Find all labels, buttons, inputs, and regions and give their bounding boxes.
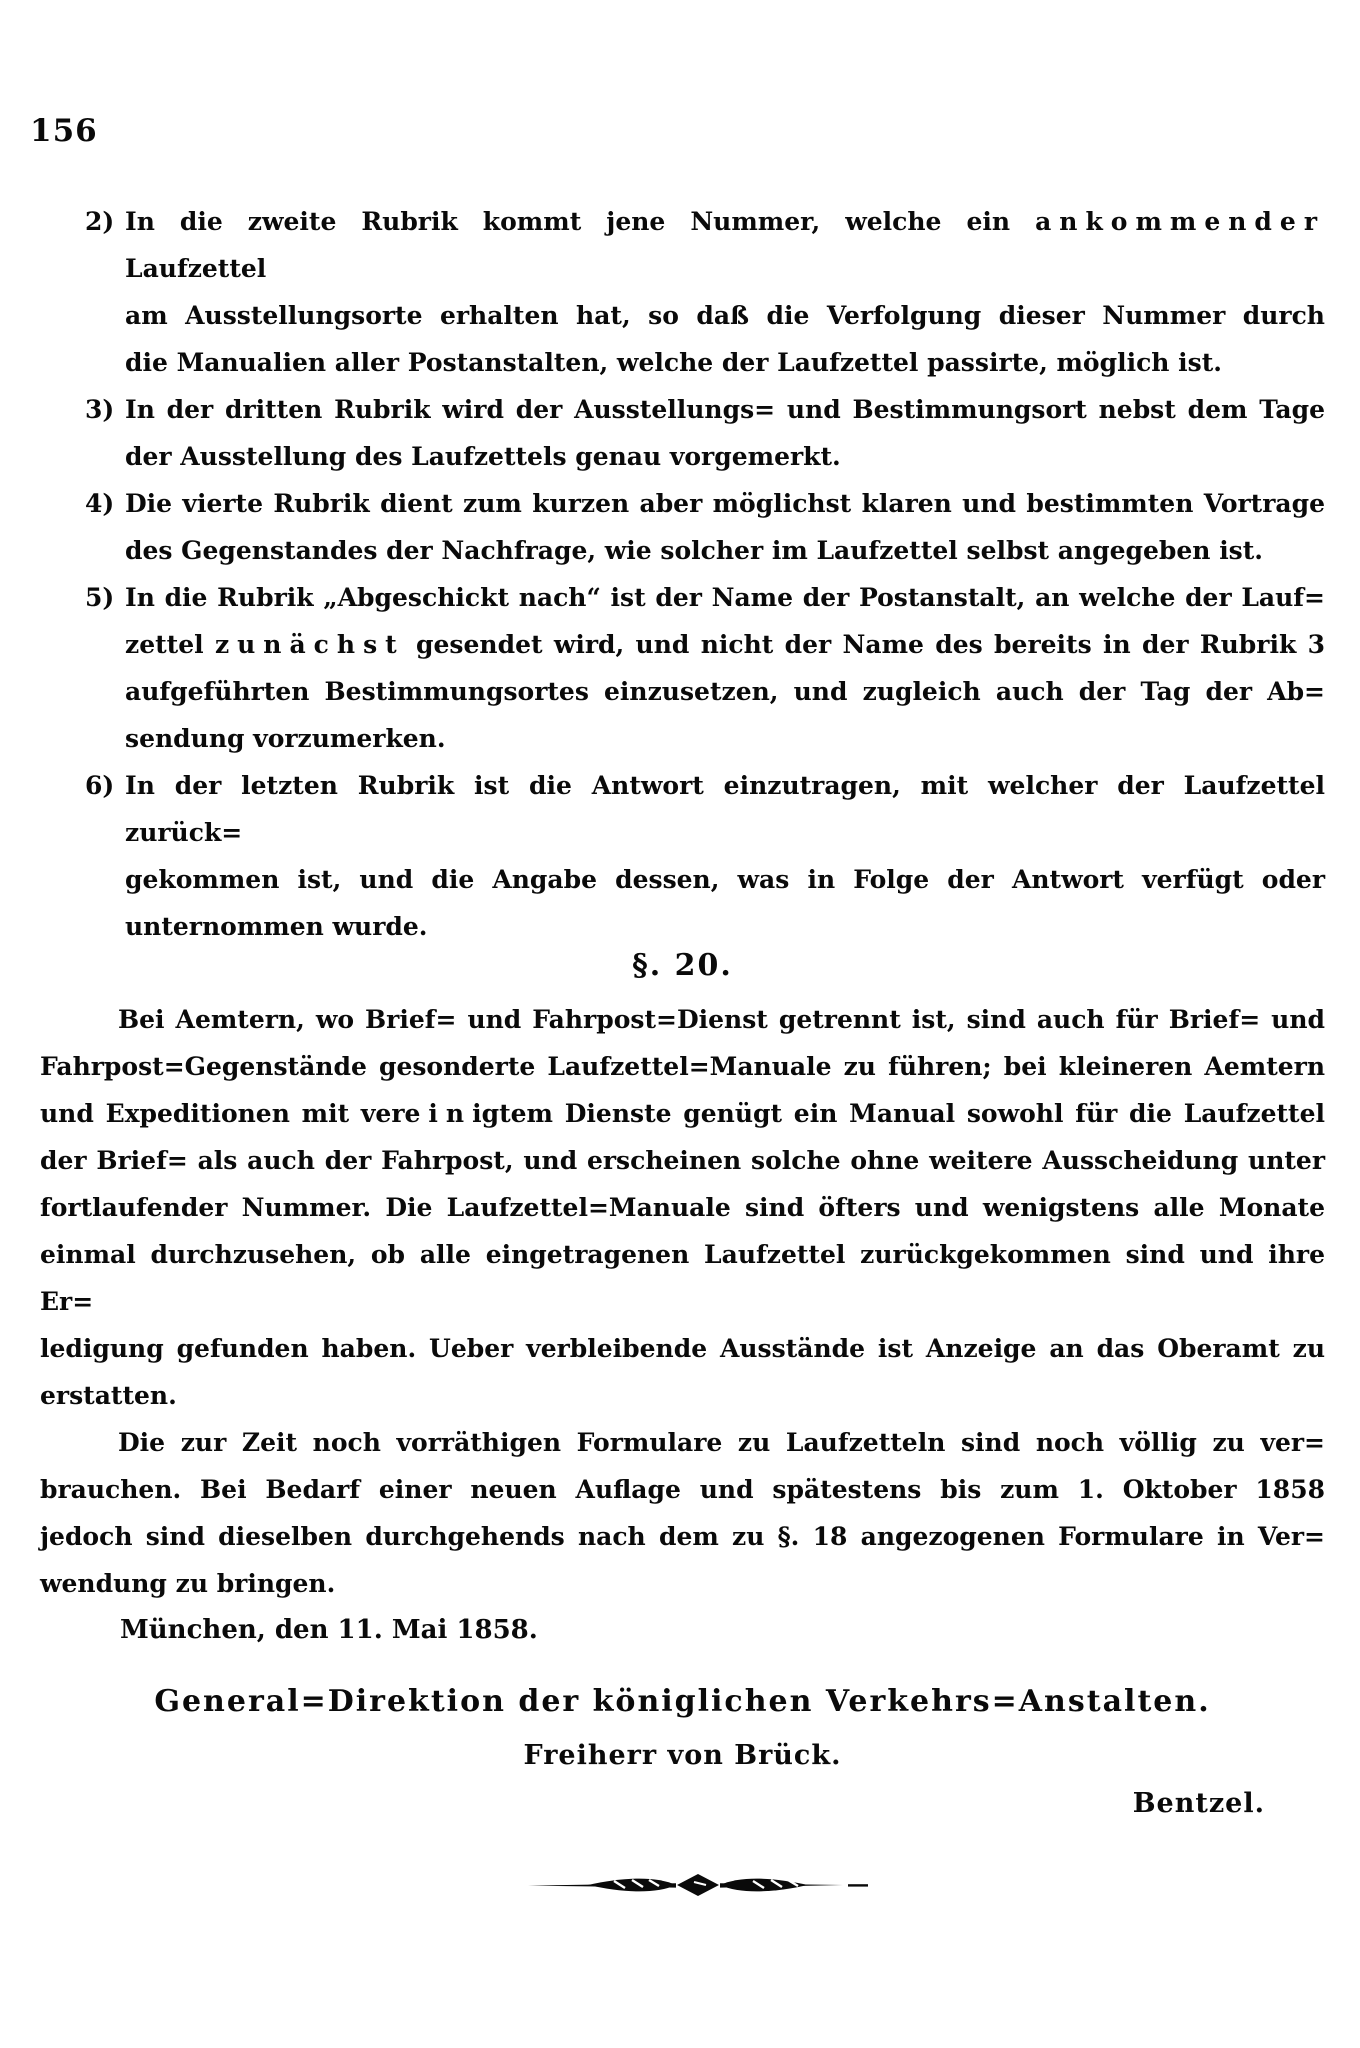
text-line: Fahrpost=Gegenstände gesonderte Laufzettel=Manuale zu führen; bei kleineren Aemtern [40, 1052, 1325, 1081]
list-item-lines [125, 480, 1325, 574]
list-item-number: 6) [85, 771, 115, 800]
list-item-lines [125, 762, 1325, 950]
text-line: einmal durchzusehen, ob alle eingetragenen Laufzettel zurückgekommen sind und ihre Er= [40, 1240, 1325, 1316]
text-line: brauchen. Bei Bedarf einer neuen Auflage und spätestens bis zum 1. Oktober 1858 [40, 1475, 1325, 1504]
text-line: Die zur Zeit noch vorräthigen Formulare zu Laufzetteln sind noch völlig zu ver= [118, 1428, 1325, 1457]
numbered-list [85, 198, 1325, 950]
text-line: Bei Aemtern, wo Brief= und Fahrpost=Dienst getrennt ist, sind auch für Brief= und [118, 1005, 1325, 1034]
list-item [85, 480, 1325, 574]
text-line: gekommen ist, und die Angabe dessen, was in Folge der Antwort verfügt oder [125, 865, 1325, 894]
emphasized-word: zunächst [214, 630, 405, 659]
list-item [85, 762, 1325, 950]
ornament-divider [528, 1872, 868, 1902]
text-line: In die zweite Rubrik kommt jene Nummer, welche ein ankommender Laufzettel [125, 207, 1325, 283]
text-line: In der letzten Rubrik ist die Antwort einzutragen, mit welcher der Laufzettel zurück= [125, 771, 1325, 847]
section-heading: §. 20. [632, 948, 733, 983]
list-item-lines [125, 574, 1325, 762]
text-line: fortlaufender Nummer. Die Laufzettel=Manuale sind öfters und wenigstens alle Monate [40, 1193, 1325, 1222]
text-line: Die vierte Rubrik dient zum kurzen aber möglichst klaren und bestimmten Vortrage [125, 489, 1325, 518]
list-item [85, 574, 1325, 762]
text-line: des Gegenstandes der Nachfrage, wie solcher im Laufzettel selbst angegeben ist. [125, 536, 1264, 565]
text-line: erstatten. [40, 1381, 177, 1410]
text-line: der Ausstellung des Laufzettels genau vorgemerkt. [125, 442, 841, 471]
page-number: 156 [30, 113, 98, 149]
text-line: sendung vorzumerken. [125, 724, 446, 753]
countersignature: Bentzel. [1132, 1788, 1265, 1819]
text-line: wendung zu bringen. [40, 1569, 336, 1598]
text-column [0, 112, 1360, 1902]
list-item-lines [125, 386, 1325, 480]
paragraph [40, 996, 1325, 1419]
text-line: jedoch sind dieselben durchgehends nach dem zu §. 18 angezogenen Formulare in Ver= [40, 1522, 1325, 1551]
emphasized-word: ein [404, 1099, 473, 1128]
list-item-number: 5) [85, 583, 115, 612]
text-line: die Manualien aller Postanstalten, welche der Laufzettel passirte, möglich ist. [125, 348, 1223, 377]
text-line: In der dritten Rubrik wird der Ausstellungs= und Bestimmungsort nebst dem Tage [125, 395, 1325, 424]
list-item-number: 4) [85, 489, 115, 518]
text-line: und Expeditionen mit vereinigtem Dienste genügt ein Manual sowohl für die Laufzettel [40, 1099, 1325, 1128]
emphasized-word: ankommender [1035, 207, 1325, 236]
text-line: ledigung gefunden haben. Ueber verbleibende Ausstände ist Anzeige an das Oberamt zu [40, 1334, 1325, 1363]
dateline: München, den 11. Mai 1858. [120, 1615, 538, 1645]
list-item-number: 3) [85, 395, 115, 424]
issuing-authority: General=Direktion der königlichen Verkehrs=Anstalten. [154, 1684, 1211, 1719]
text-line: zettel zunächst gesendet wird, und nicht der Name des bereits in der Rubrik 3 [125, 630, 1325, 659]
list-item [85, 198, 1325, 386]
list-item-number: 2) [85, 207, 115, 236]
text-line: am Ausstellungsorte erhalten hat, so daß die Verfolgung dieser Nummer durch [125, 301, 1325, 330]
paragraph [40, 1419, 1325, 1607]
text-line: aufgeführten Bestimmungsortes einzusetzen, und zugleich auch der Tag der Ab= [125, 677, 1325, 706]
text-line: der Brief= als auch der Fahrpost, und erscheinen solche ohne weitere Ausscheidung unter [40, 1146, 1325, 1175]
signature: Freiherr von Brück. [523, 1740, 842, 1771]
text-line: In die Rubrik „Abgeschickt nach“ ist der Name der Postanstalt, an welche der Lauf= [125, 583, 1325, 612]
text-line: unternommen wurde. [125, 912, 428, 941]
list-item [85, 386, 1325, 480]
list-item-lines [125, 198, 1325, 386]
